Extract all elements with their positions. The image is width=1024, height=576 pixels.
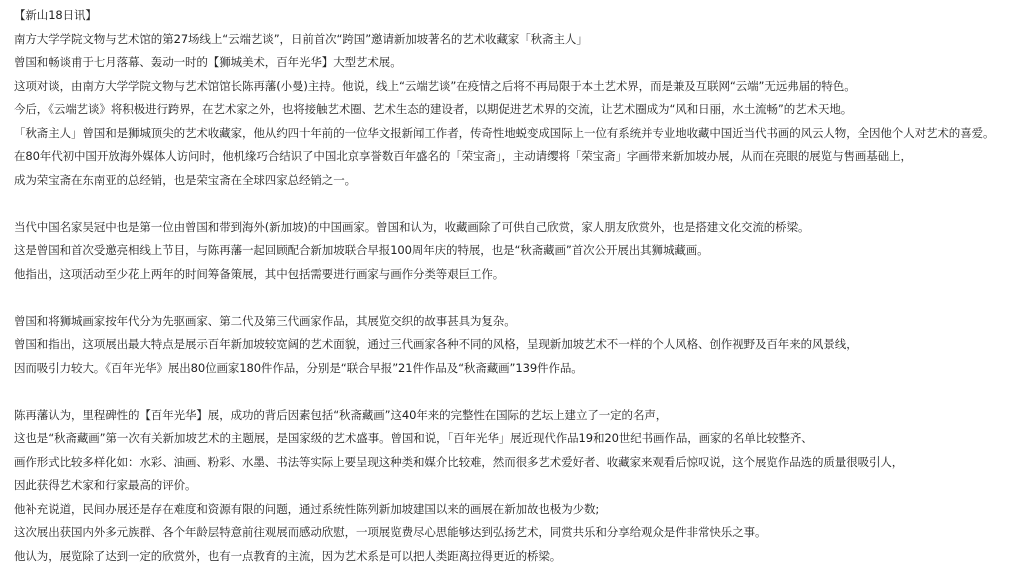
paragraph-line: 在80年代初中国开放海外媒体人访问时，他机缘巧合结识了中国北京享誉数百年盛名的「荣宝斋」，主动请缨将「荣宝斋」字画带来新加坡办展，从而在亮眼的展览与售画基础上， (14, 149, 912, 163)
paragraph-line: 南方大学学院文物与艺术馆的第27场线上“云端艺谈”，日前首次“跨国”邀请新加坡著名的艺术收藏家「秋斋主人」 (14, 31, 588, 46)
paragraph-line: 他认为，展览除了达到一定的欣赏外，也有一点教育的主流，因为艺术系是可以把人类距离拉得更近的桥梁。 (14, 548, 562, 563)
paragraph-line: 这也是“秋斋藏画”第一次有关新加坡艺术的主题展，是国家级的艺术盛事。曾国和说，「百年光华」展近现代作品19和20世纪书画作品，画家的名单比较整齐、 (14, 431, 813, 445)
paragraph-line: 成为荣宝斋在东南亚的总经销，也是荣宝斋在全球四家总经销之一。 (14, 172, 356, 187)
paragraph-line: 这是曾国和首次受邀亮相线上节目，与陈再藩一起回顾配合新加坡联合早报100周年庆的特展，也是“秋斋藏画”首次公开展出其狮城藏画。 (14, 243, 709, 257)
paragraph-line: 陈再藩认为，里程碑性的【百年光华】展，成功的背后因素包括“秋斋藏画”这40年来的完整性在国际的艺坛上建立了一定的名声， (14, 407, 668, 422)
paragraph-gap (14, 286, 1022, 310)
dateline: 【新山18日讯】 (14, 8, 97, 22)
paragraph-line: 这次展出获国内外多元族群、各个年龄层特意前往观展而感动欣慰，一项展览费尽心思能够达到弘扬艺术，同赏共乐和分享给观众是件非常快乐之事。 (14, 525, 767, 539)
paragraph-line: 因而吸引力较大。《百年光华》展出80位画家180件作品，分别是“联合早报”21件作品及“秋斋藏画”139件作品。 (14, 360, 583, 375)
paragraph-gap (14, 380, 1022, 404)
paragraph-line: 今后，《云端艺谈》将积极进行跨界，在艺术家之外，也将接触艺术圈、艺术生态的建设者，以期促进艺术界的交流，让艺术圈成为“风和日丽，水土流畅”的艺术天地。 (14, 102, 853, 116)
paragraph-line: 他补充说道，民间办展还是存在难度和资源有限的问题，通过系统性陈列新加坡建国以来的画展在新加故也极为少数; (14, 501, 600, 516)
paragraph-gap (14, 192, 1022, 216)
paragraph-line: 他指出，这项活动至少花上两年的时间筹备策展，其中包括需要进行画家与画作分类等艰巨工作。 (14, 266, 505, 281)
paragraph-line: 因此获得艺术家和行家最高的评价。 (14, 478, 197, 492)
paragraph-line: 曾国和将狮城画家按年代分为先驱画家、第二代及第三代画家作品，其展览交织的故事甚具为复杂。 (14, 313, 516, 328)
paragraph-line: 曾国和畅谈甫于七月落幕、轰动一时的【狮城美术，百年光华】大型艺术展。 (14, 55, 402, 69)
article-body (14, 4, 1022, 568)
paragraph-line: 这项对谈，由南方大学学院文物与艺术馆馆长陈再藩(小曼)主持。他说，线上“云端艺谈”在疫情之后将不再局限于本土艺术界，而是兼及互联网“云端”无远弗届的特色。 (14, 78, 856, 93)
paragraph-line: 曾国和指出，这项展出最大特点是展示百年新加坡较宽阔的艺术面貌，通过三代画家各种不同的风格，呈现新加坡艺术不一样的个人风格、创作视野及百年来的风景线， (14, 337, 858, 351)
paragraph-line: 「秋斋主人」曾国和是狮城顶尖的艺术收藏家，他从约四十年前的一位华文报新闻工作者，传奇性地蜕变成国际上一位有系统并专业地收藏中国近当代书画的风云人物，全因他个人对艺术的喜爱。 (14, 125, 995, 140)
paragraph-line: 当代中国名家吴冠中也是第一位由曾国和带到海外(新加坡)的中国画家。曾国和认为，收藏画除了可供自己欣赏，家人朋友欣赏外，也是搭建文化交流的桥梁。 (14, 219, 810, 234)
paragraph-line: 画作形式比较多样化如：水彩、油画、粉彩、水墨、书法等实际上要呈现这种类和媒介比较难，然而很多艺术爱好者、收藏家来观看后惊叹说，这个展览作品选的质量很吸引人， (14, 454, 904, 469)
